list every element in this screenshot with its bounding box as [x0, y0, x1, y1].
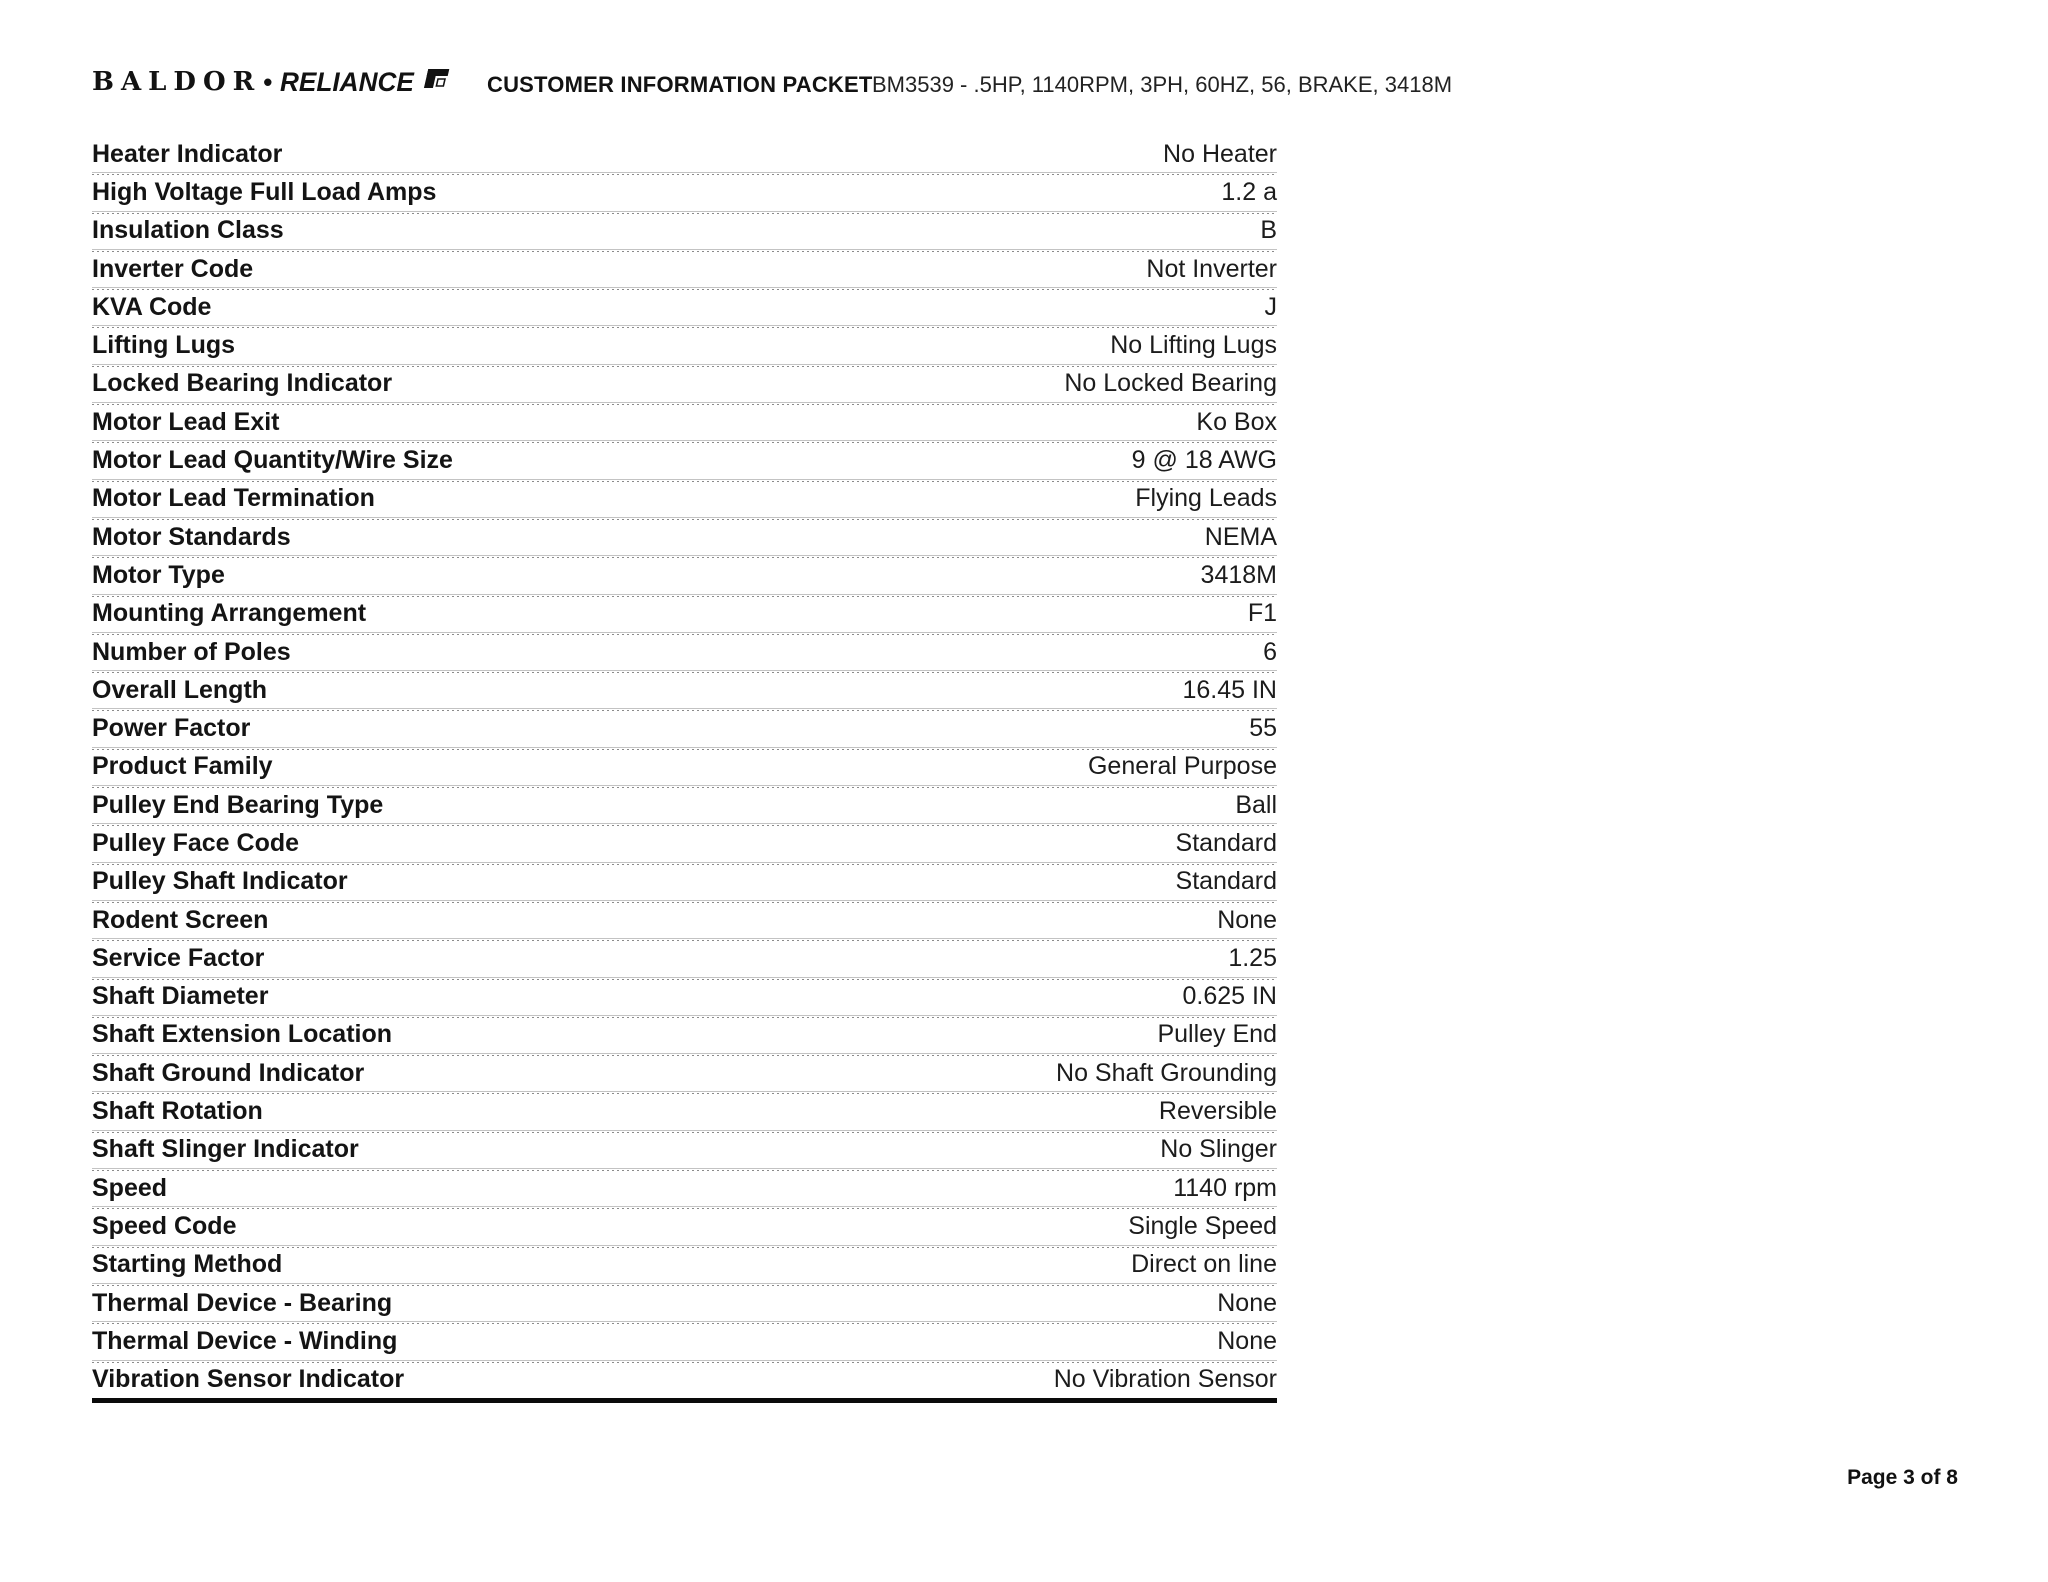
spec-value: 0.625 IN: [1182, 982, 1277, 1011]
spec-label: Pulley End Bearing Type: [92, 790, 384, 819]
spec-value: Standard: [1175, 828, 1277, 857]
spec-value: F1: [1247, 599, 1277, 628]
spec-label: Thermal Device - Bearing: [92, 1288, 393, 1317]
spec-row: [92, 558, 1277, 596]
spec-label: Insulation Class: [92, 216, 284, 245]
spec-row: [92, 252, 1277, 290]
product-spec-line: BM3539 - .5HP, 1140RPM, 3PH, 60HZ, 56, BRAKE, 3418M: [872, 72, 1453, 97]
spec-value: No Locked Bearing: [1064, 369, 1277, 398]
spec-row: [92, 1286, 1277, 1324]
spec-row: [92, 1171, 1277, 1209]
spec-label: Number of Poles: [92, 637, 291, 666]
spec-label: Shaft Extension Location: [92, 1020, 393, 1049]
spec-label: Vibration Sensor Indicator: [92, 1365, 405, 1394]
spec-row: [92, 635, 1277, 673]
spec-row: [92, 405, 1277, 443]
spec-label: Power Factor: [92, 714, 251, 743]
page-number: Page 3 of 8: [1847, 1466, 1958, 1489]
spec-value: Pulley End: [1157, 1020, 1277, 1049]
spec-value: J: [1264, 292, 1277, 321]
spec-value: 1.25: [1228, 943, 1277, 972]
spec-value: None: [1217, 905, 1277, 934]
spec-row: [92, 673, 1277, 711]
spec-row: [92, 175, 1277, 213]
spec-row: [92, 1018, 1277, 1056]
spec-value: 16.45 IN: [1182, 675, 1277, 704]
baldor-wordmark: BALDOR: [92, 67, 262, 97]
spec-row: [92, 597, 1277, 635]
spec-row: [92, 865, 1277, 903]
spec-value: No Vibration Sensor: [1053, 1365, 1277, 1394]
spec-label: Motor Standards: [92, 522, 291, 551]
spec-table: [92, 137, 1277, 1401]
spec-value: Standard: [1175, 867, 1277, 896]
spec-value: 3418M: [1200, 560, 1277, 589]
spec-row: [92, 980, 1277, 1018]
spec-row: [92, 290, 1277, 328]
spec-row: [92, 750, 1277, 788]
spec-label: Lifting Lugs: [92, 331, 236, 360]
spec-row: [92, 941, 1277, 979]
spec-row: [92, 520, 1277, 558]
spec-value: 55: [1249, 714, 1277, 743]
row-separator: [92, 1398, 1277, 1403]
spec-row: [92, 367, 1277, 405]
spec-label: High Voltage Full Load Amps: [92, 177, 437, 206]
spec-row: [92, 214, 1277, 252]
spec-value: B: [1260, 216, 1277, 245]
spec-label: Shaft Rotation: [92, 1097, 263, 1126]
spec-label: Thermal Device - Winding: [92, 1326, 398, 1355]
spec-value: Ball: [1235, 790, 1277, 819]
spec-label: Speed: [92, 1173, 168, 1202]
spec-label: Locked Bearing Indicator: [92, 369, 393, 398]
spec-value: None: [1217, 1288, 1277, 1317]
spec-row: [92, 788, 1277, 826]
spec-label: Heater Indicator: [92, 139, 283, 168]
baldor-reliance-logo: [92, 64, 450, 100]
spec-value: No Heater: [1163, 139, 1277, 168]
spec-value: 1.2 a: [1221, 177, 1277, 206]
spec-label: Motor Lead Exit: [92, 407, 280, 436]
spec-label: Shaft Ground Indicator: [92, 1058, 365, 1087]
spec-row: [92, 826, 1277, 864]
spec-value: 9 @ 18 AWG: [1131, 446, 1277, 475]
spec-label: Service Factor: [92, 943, 265, 972]
logo-dot-separator: •: [263, 66, 273, 97]
spec-value: Single Speed: [1128, 1211, 1277, 1240]
spec-label: Pulley Face Code: [92, 828, 300, 857]
spec-value: 1140 rpm: [1173, 1173, 1277, 1202]
spec-label: Shaft Diameter: [92, 982, 269, 1011]
spec-row: [92, 482, 1277, 520]
spec-row: [92, 137, 1277, 175]
spec-label: Pulley Shaft Indicator: [92, 867, 348, 896]
spec-value: Ko Box: [1196, 407, 1277, 436]
spec-row: [92, 1056, 1277, 1094]
spec-value: 6: [1263, 637, 1277, 666]
spec-row: [92, 1363, 1277, 1401]
reliance-flag-icon: [420, 66, 450, 97]
spec-label: Speed Code: [92, 1211, 237, 1240]
spec-value: Reversible: [1158, 1097, 1277, 1126]
spec-value: No Lifting Lugs: [1110, 331, 1277, 360]
spec-row: [92, 1324, 1277, 1362]
spec-value: Direct on line: [1131, 1250, 1277, 1279]
spec-value: No Shaft Grounding: [1056, 1058, 1277, 1087]
document-title: CUSTOMER INFORMATION PACKET: [487, 72, 873, 97]
spec-value: NEMA: [1204, 522, 1277, 551]
spec-label: Shaft Slinger Indicator: [92, 1135, 359, 1164]
spec-value: None: [1217, 1326, 1277, 1355]
spec-label: Motor Type: [92, 560, 225, 589]
spec-row: [92, 711, 1277, 749]
spec-label: Overall Length: [92, 675, 268, 704]
spec-label: Motor Lead Quantity/Wire Size: [92, 446, 453, 475]
spec-row: [92, 1133, 1277, 1171]
spec-row: [92, 1209, 1277, 1247]
spec-label: Motor Lead Termination: [92, 484, 375, 513]
spec-label: Inverter Code: [92, 254, 254, 283]
spec-row: [92, 443, 1277, 481]
reliance-wordmark: RELIANCE: [280, 66, 415, 97]
spec-label: Mounting Arrangement: [92, 599, 367, 628]
spec-row: [92, 903, 1277, 941]
spec-label: Starting Method: [92, 1250, 283, 1279]
spec-row: [92, 1094, 1277, 1132]
spec-label: Product Family: [92, 752, 273, 781]
spec-value: Flying Leads: [1135, 484, 1277, 513]
spec-value: General Purpose: [1087, 752, 1277, 781]
spec-row: [92, 328, 1277, 366]
spec-value: Not Inverter: [1146, 254, 1277, 283]
spec-row: [92, 1248, 1277, 1286]
spec-label: KVA Code: [92, 292, 212, 321]
spec-label: Rodent Screen: [92, 905, 269, 934]
spec-value: No Slinger: [1160, 1135, 1277, 1164]
